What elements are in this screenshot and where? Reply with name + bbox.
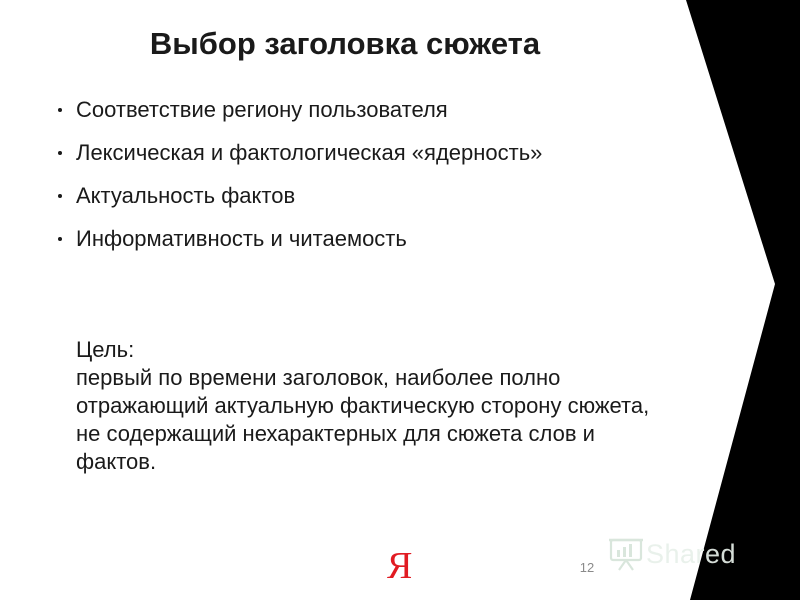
bullet-item bbox=[58, 131, 542, 174]
bullet-item bbox=[58, 174, 542, 217]
bullet-dot-icon bbox=[58, 108, 62, 112]
bullet-text: Информативность и читаемость bbox=[76, 226, 407, 251]
bullet-text: Лексическая и фактологическая «ядерность» bbox=[76, 140, 543, 165]
bullet-dot-icon bbox=[58, 151, 62, 155]
bullet-dot-icon bbox=[58, 237, 62, 241]
bullet-list bbox=[58, 88, 542, 260]
page-number: 12 bbox=[579, 560, 595, 575]
bullet-item bbox=[58, 217, 542, 260]
goal-text: первый по времени заголовок, наиболее полно отражающий актуальную фактическую сторону сюжета, не содержащий нехарактерных для сюжета слов и фактов. bbox=[76, 365, 650, 474]
watermark bbox=[604, 534, 736, 574]
goal-block bbox=[76, 336, 676, 476]
goal-label: Цель: bbox=[76, 337, 135, 362]
black-side-band bbox=[686, 0, 800, 600]
bullet-text: Соответствие региону пользователя bbox=[76, 97, 448, 122]
presentation-board-icon bbox=[608, 536, 644, 572]
bullet-dot-icon bbox=[58, 194, 62, 198]
bullet-text: Актуальность фактов bbox=[76, 183, 296, 208]
bullet-item bbox=[58, 88, 542, 131]
yandex-logo: Я bbox=[387, 545, 413, 587]
slide-title: Выбор заголовка сюжета bbox=[149, 26, 541, 61]
watermark-text: Shared bbox=[646, 538, 737, 569]
